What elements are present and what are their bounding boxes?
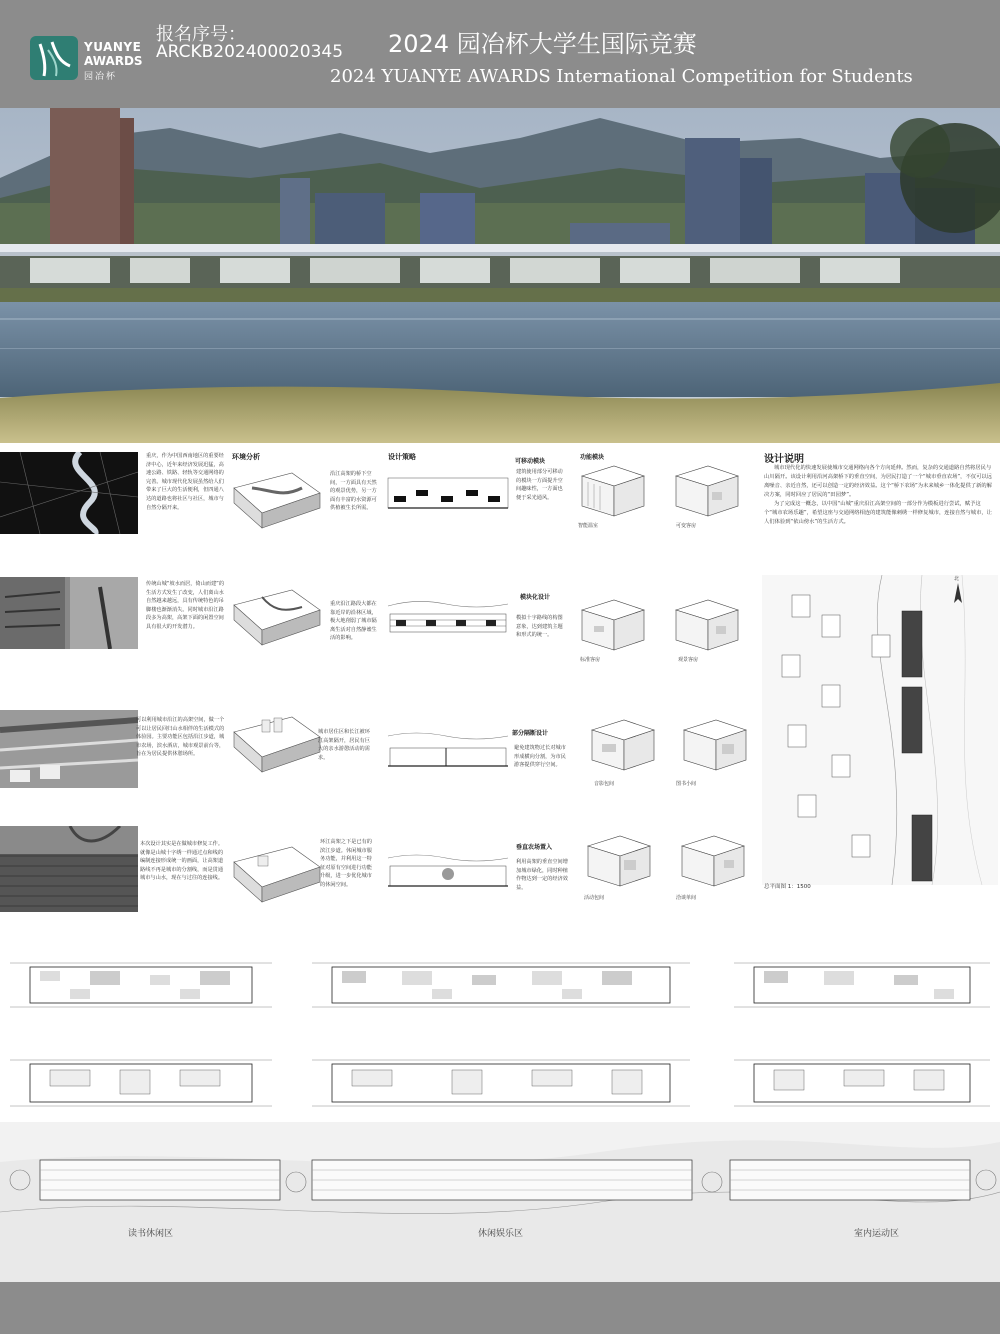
caption-audio-room: 音影包间	[594, 781, 615, 787]
row4-intro-text: 本次设计其实是在做城市修复工作。就像是山城十字绣一样通过点和线的编制连接形成统一的画面，让高架道路线不再是城市的分割线，而是贯通城市与山水，现在与过往的连接线。	[140, 841, 224, 882]
design-description-title: 设计说明	[764, 454, 804, 465]
env-analysis-heading: 环境分析	[232, 453, 260, 461]
floor-plan-lower-center	[312, 1052, 690, 1114]
row4-farm-text: 利用高架的垂直空间增加城市绿化，同时种植作物达到一定的经济效益。	[516, 859, 568, 891]
row4-env-text: 环江高架之下是已有的滨江步道。休闲城市服务功能，并利用这一特征对原有空间进行功能升级，进一步优化城市的休闲空间。	[320, 839, 372, 888]
module-axonometric-2a	[574, 596, 650, 654]
caption-smart-greenhouse: 智能温室	[578, 523, 599, 529]
caption-variable-room: 可变客房	[676, 523, 697, 529]
footer-bar	[0, 1282, 1000, 1334]
zone-label-leisure: 休闲娱乐区	[478, 1229, 524, 1239]
partition-design-heading: 部分隔断设计	[512, 730, 549, 737]
row2-intro-text: 传统山城“坡水而居，倚山而建”的生活方式发生了改变，人们离山水自然越来越远，具有传统特色的吊脚楼也渐渐消失。同时城市沿江路段多为高架，高架下面的闲置空间具有很大的开发潜力。	[146, 581, 225, 630]
design-description	[764, 464, 994, 527]
env-diagram-1	[232, 468, 322, 530]
ground-floor-long-plan	[0, 1122, 1000, 1282]
logo-text-cn: 园冶杯	[84, 72, 118, 82]
floor-plan-upper-left	[10, 955, 272, 1015]
row1-env-text: 沿江高架的桥下空间，一方面具有天然的观景优势，另一方面有丰富的水资源可供植被生长所需。	[330, 471, 377, 512]
floor-plan-upper-right	[734, 955, 990, 1015]
riverside-model-photo	[0, 710, 138, 788]
movable-module-heading: 可移动模块	[515, 458, 546, 465]
floor-plan-lower-right	[734, 1052, 990, 1114]
module-axonometric-4b	[674, 832, 750, 890]
logo-mark-icon	[30, 36, 78, 80]
env-diagram-2	[232, 585, 322, 647]
row3-env-text: 城市居住区和长江被环江高架隔开，居民有巨大的亲水游憩活动的需求。	[318, 729, 370, 761]
strategy-diagram-4	[386, 852, 510, 896]
caption-standard-room: 标准客房	[580, 657, 601, 663]
strategy-diagram-1	[386, 468, 510, 530]
strategy-heading: 设计策略	[388, 453, 416, 461]
competition-title-en: 2024 YUANYE AWARDS International Competition for Students	[330, 66, 913, 87]
site-plan	[762, 575, 998, 885]
site-plan-label: 总平面图 1：1500	[764, 884, 811, 890]
row1-movable-text: 建筑使用部分可移动的模块一方面提升空间趣味性，一方面也便于采光通风。	[516, 469, 563, 501]
zone-label-reading: 读书休闲区	[128, 1229, 174, 1239]
floor-plan-lower-left	[10, 1052, 272, 1114]
header-bar	[0, 0, 1000, 108]
logo-text-awards: AWARDS	[84, 54, 143, 68]
zone-label-sports: 室内运动区	[854, 1229, 900, 1239]
north-arrow	[952, 581, 964, 605]
row3-intro-text: 可以利用城市沿江的高架空间，做一个可以让居民回归山水相伴的生活模式的体验园。主要功能区包括沿江步道，城市农场，滨水酒店，城市观景前台等，旨在为居民提供休憩场所。	[136, 717, 225, 758]
registration-number: ARCKB202400020345	[156, 42, 344, 62]
row2-env-text: 重庆沿江路段大都在靠近岸的沿林区域，极大地削弱了城市隔离生活对自然静谧生活的影响。	[330, 601, 377, 642]
caption-activity-room: 活动包间	[584, 895, 605, 901]
design-description-p2: 为了完成这一概念，以中国“山城”重庆沿江高架空间的一部分作为模板进行尝试，赋予这个“城市农场乐趣”，希望这座与交通网络相连的建筑能像刺绣一样修复城市，连接自然与城市，让人们体验到“依山傍水”的生活方式。	[764, 501, 992, 525]
north-label: 北	[954, 576, 960, 582]
caption-library-room: 图书小间	[676, 781, 697, 787]
hero-rendering	[0, 108, 1000, 443]
brick-bridge-photo	[0, 826, 138, 912]
module-axonometric-3b	[676, 716, 752, 774]
yuanye-logo	[30, 36, 143, 82]
row1-intro-text: 重庆，作为中国西南地区的重要经济中心，近年来经济发展迅猛，高速公路、铁路、轻轨等交通网络的完善。城市现代化发展虽然给人们带来了巨大的生活便利，但四通八达的道路也将社区与社区，城市与自然分隔开来。	[146, 453, 224, 511]
module-axonometric-4a	[580, 832, 656, 890]
caption-meeting-room: 洽谈单间	[676, 895, 697, 901]
modular-design-heading: 模块化设计	[520, 594, 551, 601]
logo-text-yuanye: YUANYE	[84, 40, 142, 54]
vertical-farm-heading: 垂直农场置入	[516, 844, 553, 851]
strategy-diagram-3	[386, 730, 510, 778]
module-axonometric-1b	[668, 462, 744, 520]
registration-label: 报名序号：	[156, 24, 246, 45]
row2-modular-text: 模拟十字路线的构图意象，达到建筑主题和形式的统一。	[516, 615, 563, 639]
historic-photo-stilts	[0, 577, 138, 649]
module-axonometric-3a	[584, 716, 660, 774]
module-axonometric-2b	[668, 596, 744, 654]
floor-plan-upper-center	[312, 955, 690, 1015]
strategy-diagram-2	[386, 596, 510, 646]
env-diagram-3	[232, 712, 322, 774]
module-axonometric-1a	[574, 462, 650, 520]
competition-title-cn: 2024 园冶杯大学生国际竞赛	[388, 30, 697, 58]
function-module-heading: 功能模块	[580, 454, 605, 461]
design-description-p1: 城市现代化的快速发展使城市交通网络向各个方向延伸。然而，复杂的交通道路自然将居民与山川隔开。该设计利用沿河高架桥下的垂直空间，为居民打造了一个“城市垂直农场”，不仅可以远离噪音、亲近自然，还可以创造一定的经济效益。这个“桥下农场”为未来城乡一体化提供了新的解决方案，同时回应了居民的“田园梦”。	[764, 465, 992, 498]
row3-partition-text: 避免建筑物过长对城市形成横向分割，为市民游客提供穿行空间。	[514, 745, 566, 769]
caption-view-room: 观景客房	[678, 657, 699, 663]
city-map-photo	[0, 452, 138, 534]
env-diagram-4	[232, 842, 322, 904]
